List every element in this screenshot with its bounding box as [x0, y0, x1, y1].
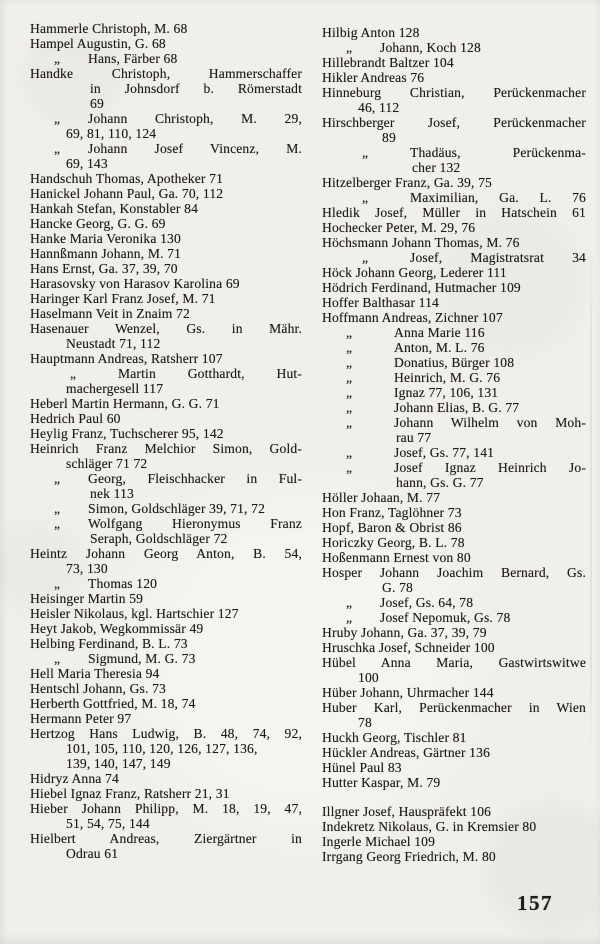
ditto-mark: „: [54, 516, 61, 531]
index-line-text: Martin Gotthardt, Hut-: [118, 366, 302, 381]
index-line: Huckh Georg, Tischler 81: [322, 730, 467, 745]
index-line: Harasovsky von Harasov Karolina 69: [30, 276, 240, 291]
ditto-mark: „: [346, 445, 353, 460]
index-line-text: Thadäus, Perückenma-: [410, 145, 586, 160]
index-line: Hampel Augustin, G. 68: [30, 36, 166, 51]
index-line: Hopf, Baron & Obrist 86: [322, 520, 462, 535]
ditto-mark: „: [362, 145, 369, 160]
index-line-text: Wolfgang Hieronymus Franz: [88, 516, 302, 531]
index-line-text: Simon, Goldschläger 39, 71, 72: [88, 501, 266, 516]
index-line: Irrgang Georg Friedrich, M. 80: [322, 849, 496, 864]
index-line: Hanickel Johann Paul, Ga. 70, 112: [30, 186, 224, 201]
index-line: [322, 190, 586, 205]
index-line: Hilbig Anton 128: [322, 25, 420, 40]
ditto-mark: „: [54, 501, 61, 516]
index-line: Hünel Paul 83: [322, 760, 402, 775]
index-column-left: [30, 21, 302, 861]
index-line: [322, 340, 586, 355]
index-line-text: Anna Marie 116: [394, 325, 485, 340]
index-line: Hammerle Christoph, M. 68: [30, 21, 188, 36]
index-line-text: Ignaz 77, 106, 131: [394, 385, 499, 400]
index-line-text: Sigmund, M. G. 73: [88, 651, 196, 666]
index-line-text: Johann Christoph, M. 29,: [88, 111, 302, 126]
index-line: Handschuh Thomas, Apotheker 71: [30, 171, 224, 186]
index-line: Odrau 61: [66, 846, 119, 861]
index-line: Hell Maria Theresia 94: [30, 666, 160, 681]
index-line: hann, Gs. G. 77: [396, 475, 484, 490]
ditto-mark: „: [346, 40, 353, 55]
index-line: 69: [90, 96, 104, 111]
index-line-text: Anton, M. L. 76: [394, 340, 485, 355]
index-line-text: Heinrich, M. G. 76: [394, 370, 501, 385]
index-line: Hans Ernst, Ga. 37, 39, 70: [30, 261, 178, 276]
index-line: Hanke Maria Veronika 130: [30, 231, 181, 246]
index-line: machergesell 117: [66, 381, 164, 396]
index-line-text: Josef Nepomuk, Gs. 78: [380, 610, 511, 625]
index-line: [322, 40, 586, 55]
index-line-text: Georg, Fleischhacker in Ful-: [88, 471, 302, 486]
ditto-mark: „: [346, 355, 353, 370]
index-line: Hermann Peter 97: [30, 711, 132, 726]
index-line: Hödrich Ferdinand, Hutmacher 109: [322, 280, 521, 295]
index-line: 51, 54, 75, 144: [66, 816, 150, 831]
index-line: Hidryz Anna 74: [30, 771, 119, 786]
index-line: Hasenauer Wenzel, Gs. in Mähr.: [30, 321, 302, 336]
index-line: Hübel Anna Maria, Gastwirtswitwe: [322, 655, 586, 670]
index-line: Hankah Stefan, Konstabler 84: [30, 201, 199, 216]
index-line: [30, 51, 302, 66]
index-line: Neustadt 71, 112: [66, 336, 161, 351]
index-line: 139, 140, 147, 149: [66, 756, 171, 771]
ditto-mark: „: [346, 340, 353, 355]
index-line: Haringer Karl Franz Josef, M. 71: [30, 291, 216, 306]
index-line: Hoffmann Andreas, Zichner 107: [322, 310, 503, 325]
index-line: Herberth Gottfried, M. 18, 74: [30, 696, 196, 711]
ditto-mark: „: [346, 325, 353, 340]
index-line-text: Maximilian, Ga. L. 76: [410, 190, 586, 205]
index-line: rau 77: [396, 430, 432, 445]
ditto-mark: „: [54, 651, 61, 666]
index-line: Heisinger Martin 59: [30, 591, 144, 606]
ditto-mark: „: [362, 190, 369, 205]
index-line: Hillebrandt Baltzer 104: [322, 55, 454, 70]
index-line: [322, 595, 586, 610]
index-line: Hertzog Hans Ludwig, B. 48, 74, 92,: [30, 726, 302, 741]
index-line: [30, 111, 302, 126]
index-line: 73, 130: [66, 561, 108, 576]
index-line: [30, 501, 302, 516]
index-line: [322, 610, 586, 625]
index-line: [322, 325, 586, 340]
index-line-text: Johann, Koch 128: [380, 40, 481, 55]
index-line: [322, 400, 586, 415]
index-line: 89: [382, 130, 396, 145]
ditto-mark: „: [54, 576, 61, 591]
index-line: Hückler Andreas, Gärtner 136: [322, 745, 491, 760]
index-column-right: [322, 25, 586, 864]
index-line: Haselmann Veit in Znaim 72: [30, 306, 190, 321]
index-line: [322, 385, 586, 400]
index-line: Höchsmann Johann Thomas, M. 76: [322, 235, 520, 250]
index-line-text: Donatius, Bürger 108: [394, 355, 515, 370]
index-line-text: Josef, Gs. 77, 141: [394, 445, 495, 460]
index-line: 100: [358, 670, 379, 685]
ditto-mark: „: [346, 595, 353, 610]
index-line: Hauptmann Andreas, Ratsherr 107: [30, 351, 223, 366]
index-line: Huber Karl, Perückenmacher in Wien: [322, 700, 586, 715]
ditto-mark: „: [346, 400, 353, 415]
index-line: [322, 445, 586, 460]
index-line: Ingerle Michael 109: [322, 834, 436, 849]
index-line: Hruschka Josef, Schneider 100: [322, 640, 495, 655]
index-line: [30, 141, 302, 156]
index-line: Helbing Ferdinand, B. L. 73: [30, 636, 188, 651]
index-line: Hutter Kaspar, M. 79: [322, 775, 441, 790]
index-line: Hikler Andreas 76: [322, 70, 425, 85]
index-line: Indekretz Nikolaus, G. in Kremsier 80: [322, 819, 537, 834]
ditto-mark: „: [54, 141, 61, 156]
index-line: Hledik Josef, Müller in Hatschein 61: [322, 205, 586, 220]
ditto-mark: „: [70, 366, 77, 381]
index-line: [30, 576, 302, 591]
index-line: 46, 112: [358, 100, 400, 115]
index-line: Hiebel Ignaz Franz, Ratsherr 21, 31: [30, 786, 230, 801]
index-line: Hirschberger Josef, Perückenmacher: [322, 115, 586, 130]
index-line: [30, 516, 302, 531]
index-line: Seraph, Goldschläger 72: [90, 531, 228, 546]
index-line: Höller Johaan, M. 77: [322, 490, 441, 505]
index-line: Hielbert Andreas, Ziergärtner in: [30, 831, 302, 846]
index-line: Hruby Johann, Ga. 37, 39, 79: [322, 625, 487, 640]
ditto-mark: „: [54, 111, 61, 126]
index-line: Illgner Josef, Hauspräfekt 106: [322, 804, 492, 819]
index-line-text: Josef, Gs. 64, 78: [380, 595, 474, 610]
index-line: schläger 71 72: [66, 456, 148, 471]
index-line: Hitzelberger Franz, Ga. 39, 75: [322, 175, 492, 190]
index-line-text: Hans, Färber 68: [88, 51, 178, 66]
index-line: Hinneburg Christian, Perückenmacher: [322, 85, 586, 100]
index-line: [322, 355, 586, 370]
index-line: nek 113: [90, 486, 134, 501]
index-line: Hüber Johann, Uhrmacher 144: [322, 685, 494, 700]
index-line: Heyt Jakob, Wegkommissär 49: [30, 621, 204, 636]
index-line-text: Johann Wilhelm von Moh-: [394, 415, 586, 430]
index-line: Heberl Martin Hermann, G. G. 71: [30, 396, 220, 411]
index-line: in Johnsdorf b. Römerstadt: [90, 81, 302, 96]
index-line-text: Thomas 120: [88, 576, 158, 591]
index-line: [322, 250, 586, 265]
index-line: G. 78: [382, 580, 413, 595]
index-line: Hieber Johann Philipp, M. 18, 19, 47,: [30, 801, 302, 816]
index-line: Hon Franz, Taglöhner 73: [322, 505, 462, 520]
index-line: 78: [358, 715, 372, 730]
page-number: 157: [517, 891, 553, 915]
index-line: Hoßenmann Ernest von 80: [322, 550, 471, 565]
index-line: Hancke Georg, G. G. 69: [30, 216, 166, 231]
index-line: Heinrich Franz Melchior Simon, Gold-: [30, 441, 302, 456]
ditto-mark: „: [346, 370, 353, 385]
index-line-text: Johann Josef Vincenz, M.: [88, 141, 302, 156]
ditto-mark: „: [362, 250, 369, 265]
scan-crease-line: [590, 240, 592, 760]
ditto-mark: „: [346, 385, 353, 400]
index-line: [322, 145, 586, 160]
ditto-mark: „: [346, 610, 353, 625]
ditto-mark: „: [54, 471, 61, 486]
index-line: [322, 370, 586, 385]
index-line: Hosper Johann Joachim Bernard, Gs.: [322, 565, 586, 580]
index-line: Horiczky Georg, B. L. 78: [322, 535, 465, 550]
index-line: Handke Christoph, Hammerschaffer: [30, 66, 302, 81]
index-line: 69, 143: [66, 156, 108, 171]
index-line: [30, 471, 302, 486]
index-line: [322, 460, 586, 475]
index-line: Hochecker Peter, M. 29, 76: [322, 220, 476, 235]
index-line: Höck Johann Georg, Lederer 111: [322, 265, 507, 280]
index-line: [30, 366, 302, 381]
ditto-mark: „: [346, 415, 353, 430]
index-line-text: Josef Ignaz Heinrich Jo-: [394, 460, 586, 475]
index-line: Heisler Nikolaus, kgl. Hartschier 127: [30, 606, 239, 621]
index-line: Hedrich Paul 60: [30, 411, 121, 426]
index-line: [322, 415, 586, 430]
index-line: 101, 105, 110, 120, 126, 127, 136,: [66, 741, 258, 756]
ditto-mark: „: [346, 460, 353, 475]
ditto-mark: „: [54, 51, 61, 66]
index-line: cher 132: [412, 160, 461, 175]
index-line: Hentschl Johann, Gs. 73: [30, 681, 166, 696]
index-line: Heylig Franz, Tuchscherer 95, 142: [30, 426, 224, 441]
index-line: Heintz Johann Georg Anton, B. 54,: [30, 546, 302, 561]
index-line-text: Josef, Magistratsrat 34: [410, 250, 586, 265]
index-line-text: Johann Elias, B. G. 77: [394, 400, 520, 415]
index-line: [30, 651, 302, 666]
index-line: 69, 81, 110, 124: [66, 126, 157, 141]
index-line: Hoffer Balthasar 114: [322, 295, 439, 310]
index-line: Hannßmann Johann, M. 71: [30, 246, 182, 261]
